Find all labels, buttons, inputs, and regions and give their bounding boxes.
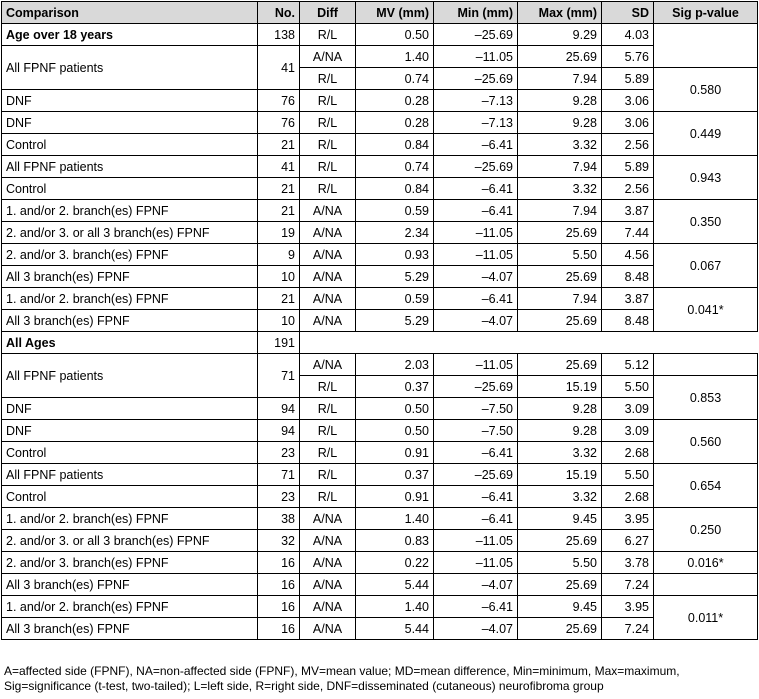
number-cell: 16 — [258, 618, 300, 640]
mean-value-cell: 1.40 — [356, 596, 434, 618]
max-cell: 3.32 — [518, 134, 602, 156]
comparison-cell: 1. and/or 2. branch(es) FPNF — [2, 200, 258, 222]
max-cell: 9.28 — [518, 420, 602, 442]
table-row — [2, 134, 758, 156]
number-cell: 138 — [258, 24, 300, 46]
max-cell: 25.69 — [518, 222, 602, 244]
diff-cell: R/L — [300, 442, 356, 464]
max-cell: 15.19 — [518, 464, 602, 486]
diff-cell: A/NA — [300, 222, 356, 244]
mean-value-cell: 5.29 — [356, 266, 434, 288]
mean-value-cell: 0.59 — [356, 288, 434, 310]
comparison-cell: DNF — [2, 112, 258, 134]
max-cell: 5.50 — [518, 552, 602, 574]
diff-cell: A/NA — [300, 618, 356, 640]
table-row — [2, 24, 758, 46]
max-cell: 25.69 — [518, 530, 602, 552]
max-cell: 25.69 — [518, 46, 602, 68]
sig-p-value-cell — [654, 354, 758, 376]
footnote-line: A=affected side (FPNF), NA=non-affected side (FPNF), MV=mean value; MD=mean difference, Min=minimum, Max=maximum, — [4, 664, 680, 678]
sd-cell: 2.68 — [602, 486, 654, 508]
mean-value-cell: 0.28 — [356, 112, 434, 134]
min-cell: –25.69 — [434, 464, 518, 486]
sig-p-value-cell: 0.449 — [654, 112, 758, 156]
comparison-cell: DNF — [2, 420, 258, 442]
sd-cell: 7.24 — [602, 574, 654, 596]
sd-cell: 5.76 — [602, 46, 654, 68]
diff-cell: A/NA — [300, 244, 356, 266]
number-cell: 38 — [258, 508, 300, 530]
header-sd: SD — [602, 2, 654, 24]
sig-p-value-cell: 0.350 — [654, 200, 758, 244]
diff-cell: A/NA — [300, 552, 356, 574]
comparison-cell: 2. and/or 3. or all 3 branch(es) FPNF — [2, 222, 258, 244]
footnote — [4, 664, 756, 694]
table-row — [2, 178, 758, 200]
table-body — [2, 24, 758, 640]
min-cell: –6.41 — [434, 596, 518, 618]
sd-cell: 5.50 — [602, 464, 654, 486]
number-cell: 76 — [258, 90, 300, 112]
table-row — [2, 354, 758, 376]
table-row — [2, 464, 758, 486]
table-row — [2, 398, 758, 420]
number-cell: 10 — [258, 310, 300, 332]
comparison-cell: All Ages — [2, 332, 258, 354]
mean-value-cell: 0.50 — [356, 24, 434, 46]
min-cell: –7.50 — [434, 398, 518, 420]
sig-p-value-cell — [654, 574, 758, 596]
sd-cell: 6.27 — [602, 530, 654, 552]
min-cell: –6.41 — [434, 134, 518, 156]
table-row — [2, 222, 758, 244]
table-row — [2, 200, 758, 222]
diff-cell: R/L — [300, 398, 356, 420]
diff-cell: A/NA — [300, 354, 356, 376]
sd-cell: 2.56 — [602, 178, 654, 200]
min-cell: –25.69 — [434, 68, 518, 90]
table-row — [2, 288, 758, 310]
diff-cell: A/NA — [300, 200, 356, 222]
mean-value-cell: 0.91 — [356, 486, 434, 508]
diff-cell: A/NA — [300, 574, 356, 596]
statistics-table — [1, 1, 758, 640]
max-cell: 25.69 — [518, 618, 602, 640]
max-cell: 15.19 — [518, 376, 602, 398]
min-cell: –6.41 — [434, 486, 518, 508]
comparison-cell: Control — [2, 486, 258, 508]
diff-cell: R/L — [300, 376, 356, 398]
sd-cell: 3.09 — [602, 398, 654, 420]
mean-value-cell: 0.84 — [356, 134, 434, 156]
header-row — [2, 2, 758, 24]
max-cell: 7.94 — [518, 68, 602, 90]
mean-value-cell: 0.59 — [356, 200, 434, 222]
table-row — [2, 90, 758, 112]
number-cell: 21 — [258, 134, 300, 156]
sd-cell: 3.09 — [602, 420, 654, 442]
min-cell: –6.41 — [434, 508, 518, 530]
table-row — [2, 332, 758, 354]
min-cell: –7.50 — [434, 420, 518, 442]
mean-value-cell: 0.37 — [356, 376, 434, 398]
diff-cell: R/L — [300, 24, 356, 46]
header-max: Max (mm) — [518, 2, 602, 24]
max-cell: 9.45 — [518, 596, 602, 618]
sd-cell: 5.89 — [602, 156, 654, 178]
header-mean-value: MV (mm) — [356, 2, 434, 24]
table-row — [2, 420, 758, 442]
table-row — [2, 310, 758, 332]
min-cell: –25.69 — [434, 24, 518, 46]
max-cell: 5.50 — [518, 244, 602, 266]
mean-value-cell: 0.84 — [356, 178, 434, 200]
diff-cell: A/NA — [300, 596, 356, 618]
max-cell: 9.29 — [518, 24, 602, 46]
number-cell: 32 — [258, 530, 300, 552]
sig-p-value-cell: 0.654 — [654, 464, 758, 508]
sd-cell: 7.24 — [602, 618, 654, 640]
min-cell: –11.05 — [434, 530, 518, 552]
comparison-cell: DNF — [2, 398, 258, 420]
header-sig-p-value: Sig p-value — [654, 2, 758, 24]
table-row — [2, 486, 758, 508]
max-cell: 3.32 — [518, 442, 602, 464]
mean-value-cell: 0.93 — [356, 244, 434, 266]
number-cell: 94 — [258, 420, 300, 442]
number-cell: 191 — [258, 332, 300, 354]
number-cell: 23 — [258, 486, 300, 508]
comparison-cell: 2. and/or 3. branch(es) FPNF — [2, 244, 258, 266]
header-comparison: Comparison — [2, 2, 258, 24]
min-cell: –25.69 — [434, 156, 518, 178]
min-cell: –6.41 — [434, 288, 518, 310]
min-cell: –4.07 — [434, 574, 518, 596]
table-row — [2, 618, 758, 640]
comparison-cell: Control — [2, 134, 258, 156]
comparison-cell: Age over 18 years — [2, 24, 258, 46]
comparison-cell: All 3 branch(es) FPNF — [2, 266, 258, 288]
mean-value-cell: 0.83 — [356, 530, 434, 552]
min-cell: –4.07 — [434, 618, 518, 640]
comparison-cell: All FPNF patients — [2, 46, 258, 90]
max-cell: 9.45 — [518, 508, 602, 530]
max-cell: 3.32 — [518, 486, 602, 508]
table-row — [2, 112, 758, 134]
min-cell: –25.69 — [434, 376, 518, 398]
mean-value-cell: 0.50 — [356, 398, 434, 420]
sd-cell: 3.95 — [602, 508, 654, 530]
diff-cell: R/L — [300, 68, 356, 90]
min-cell: –7.13 — [434, 112, 518, 134]
min-cell: –6.41 — [434, 178, 518, 200]
number-cell: 76 — [258, 112, 300, 134]
empty-cell — [300, 332, 758, 354]
min-cell: –6.41 — [434, 200, 518, 222]
diff-cell: A/NA — [300, 310, 356, 332]
sig-p-value-cell: 0.250 — [654, 508, 758, 552]
min-cell: –11.05 — [434, 46, 518, 68]
mean-value-cell: 5.44 — [356, 618, 434, 640]
diff-cell: A/NA — [300, 288, 356, 310]
max-cell: 3.32 — [518, 178, 602, 200]
min-cell: –11.05 — [434, 354, 518, 376]
mean-value-cell: 2.34 — [356, 222, 434, 244]
sd-cell: 3.87 — [602, 288, 654, 310]
comparison-cell: All FPNF patients — [2, 156, 258, 178]
comparison-cell: Control — [2, 442, 258, 464]
diff-cell: A/NA — [300, 46, 356, 68]
number-cell: 41 — [258, 46, 300, 90]
max-cell: 25.69 — [518, 354, 602, 376]
sd-cell: 5.50 — [602, 376, 654, 398]
mean-value-cell: 0.22 — [356, 552, 434, 574]
number-cell: 41 — [258, 156, 300, 178]
sd-cell: 8.48 — [602, 310, 654, 332]
diff-cell: R/L — [300, 178, 356, 200]
sd-cell: 2.56 — [602, 134, 654, 156]
table-row — [2, 596, 758, 618]
comparison-cell: 2. and/or 3. branch(es) FPNF — [2, 552, 258, 574]
number-cell: 16 — [258, 596, 300, 618]
sig-p-value-cell: 0.853 — [654, 376, 758, 420]
number-cell: 9 — [258, 244, 300, 266]
number-cell: 23 — [258, 442, 300, 464]
sig-p-value-cell: 0.016* — [654, 552, 758, 574]
sd-cell: 4.03 — [602, 24, 654, 46]
comparison-cell: 1. and/or 2. branch(es) FPNF — [2, 596, 258, 618]
sd-cell: 3.06 — [602, 90, 654, 112]
max-cell: 25.69 — [518, 266, 602, 288]
number-cell: 16 — [258, 574, 300, 596]
number-cell: 21 — [258, 200, 300, 222]
table-row — [2, 156, 758, 178]
sig-p-value-cell: 0.011* — [654, 596, 758, 640]
comparison-cell: 1. and/or 2. branch(es) FPNF — [2, 288, 258, 310]
comparison-cell: All 3 branch(es) FPNF — [2, 310, 258, 332]
comparison-cell: All 3 branch(es) FPNF — [2, 618, 258, 640]
diff-cell: R/L — [300, 486, 356, 508]
max-cell: 25.69 — [518, 574, 602, 596]
number-cell: 94 — [258, 398, 300, 420]
mean-value-cell: 0.74 — [356, 156, 434, 178]
max-cell: 9.28 — [518, 90, 602, 112]
mean-value-cell: 5.44 — [356, 574, 434, 596]
comparison-cell: All FPNF patients — [2, 354, 258, 398]
number-cell: 19 — [258, 222, 300, 244]
table-row — [2, 530, 758, 552]
sd-cell: 8.48 — [602, 266, 654, 288]
mean-value-cell: 0.74 — [356, 68, 434, 90]
max-cell: 7.94 — [518, 156, 602, 178]
diff-cell: R/L — [300, 90, 356, 112]
min-cell: –4.07 — [434, 310, 518, 332]
mean-value-cell: 0.91 — [356, 442, 434, 464]
sig-p-value-cell: 0.943 — [654, 156, 758, 200]
table-row — [2, 508, 758, 530]
min-cell: –11.05 — [434, 222, 518, 244]
sd-cell: 3.87 — [602, 200, 654, 222]
sig-p-value-cell: 0.041* — [654, 288, 758, 332]
table-row — [2, 244, 758, 266]
mean-value-cell: 1.40 — [356, 46, 434, 68]
header-number: No. — [258, 2, 300, 24]
diff-cell: A/NA — [300, 530, 356, 552]
sd-cell: 3.95 — [602, 596, 654, 618]
max-cell: 9.28 — [518, 398, 602, 420]
diff-cell: A/NA — [300, 508, 356, 530]
number-cell: 10 — [258, 266, 300, 288]
max-cell: 7.94 — [518, 200, 602, 222]
table-row — [2, 266, 758, 288]
max-cell: 9.28 — [518, 112, 602, 134]
number-cell: 71 — [258, 354, 300, 398]
sd-cell: 5.89 — [602, 68, 654, 90]
diff-cell: R/L — [300, 464, 356, 486]
comparison-cell: 2. and/or 3. or all 3 branch(es) FPNF — [2, 530, 258, 552]
comparison-cell: All FPNF patients — [2, 464, 258, 486]
sd-cell: 3.78 — [602, 552, 654, 574]
max-cell: 25.69 — [518, 310, 602, 332]
mean-value-cell: 2.03 — [356, 354, 434, 376]
sig-p-value-cell: 0.580 — [654, 68, 758, 112]
diff-cell: R/L — [300, 156, 356, 178]
header-min: Min (mm) — [434, 2, 518, 24]
number-cell: 71 — [258, 464, 300, 486]
number-cell: 21 — [258, 178, 300, 200]
min-cell: –6.41 — [434, 442, 518, 464]
diff-cell: R/L — [300, 420, 356, 442]
sd-cell: 5.12 — [602, 354, 654, 376]
table-row — [2, 574, 758, 596]
min-cell: –11.05 — [434, 552, 518, 574]
sig-p-value-cell: 0.560 — [654, 420, 758, 464]
sig-p-value-cell — [654, 24, 758, 68]
table-row — [2, 46, 758, 68]
sd-cell: 7.44 — [602, 222, 654, 244]
table-row — [2, 442, 758, 464]
mean-value-cell: 0.50 — [356, 420, 434, 442]
comparison-cell: Control — [2, 178, 258, 200]
number-cell: 16 — [258, 552, 300, 574]
min-cell: –4.07 — [434, 266, 518, 288]
comparison-cell: DNF — [2, 90, 258, 112]
diff-cell: A/NA — [300, 266, 356, 288]
table-row — [2, 552, 758, 574]
number-cell: 21 — [258, 288, 300, 310]
comparison-cell: All 3 branch(es) FPNF — [2, 574, 258, 596]
sig-p-value-cell: 0.067 — [654, 244, 758, 288]
mean-value-cell: 1.40 — [356, 508, 434, 530]
sd-cell: 3.06 — [602, 112, 654, 134]
diff-cell: R/L — [300, 134, 356, 156]
max-cell: 7.94 — [518, 288, 602, 310]
mean-value-cell: 0.37 — [356, 464, 434, 486]
sd-cell: 2.68 — [602, 442, 654, 464]
diff-cell: R/L — [300, 112, 356, 134]
footnote-line: Sig=significance (t-test, two-tailed); L=left side, R=right side, DNF=disseminated (cutaneous) neurofibroma group — [4, 679, 604, 693]
comparison-cell: 1. and/or 2. branch(es) FPNF — [2, 508, 258, 530]
min-cell: –11.05 — [434, 244, 518, 266]
sd-cell: 4.56 — [602, 244, 654, 266]
mean-value-cell: 0.28 — [356, 90, 434, 112]
mean-value-cell: 5.29 — [356, 310, 434, 332]
header-diff: Diff — [300, 2, 356, 24]
min-cell: –7.13 — [434, 90, 518, 112]
